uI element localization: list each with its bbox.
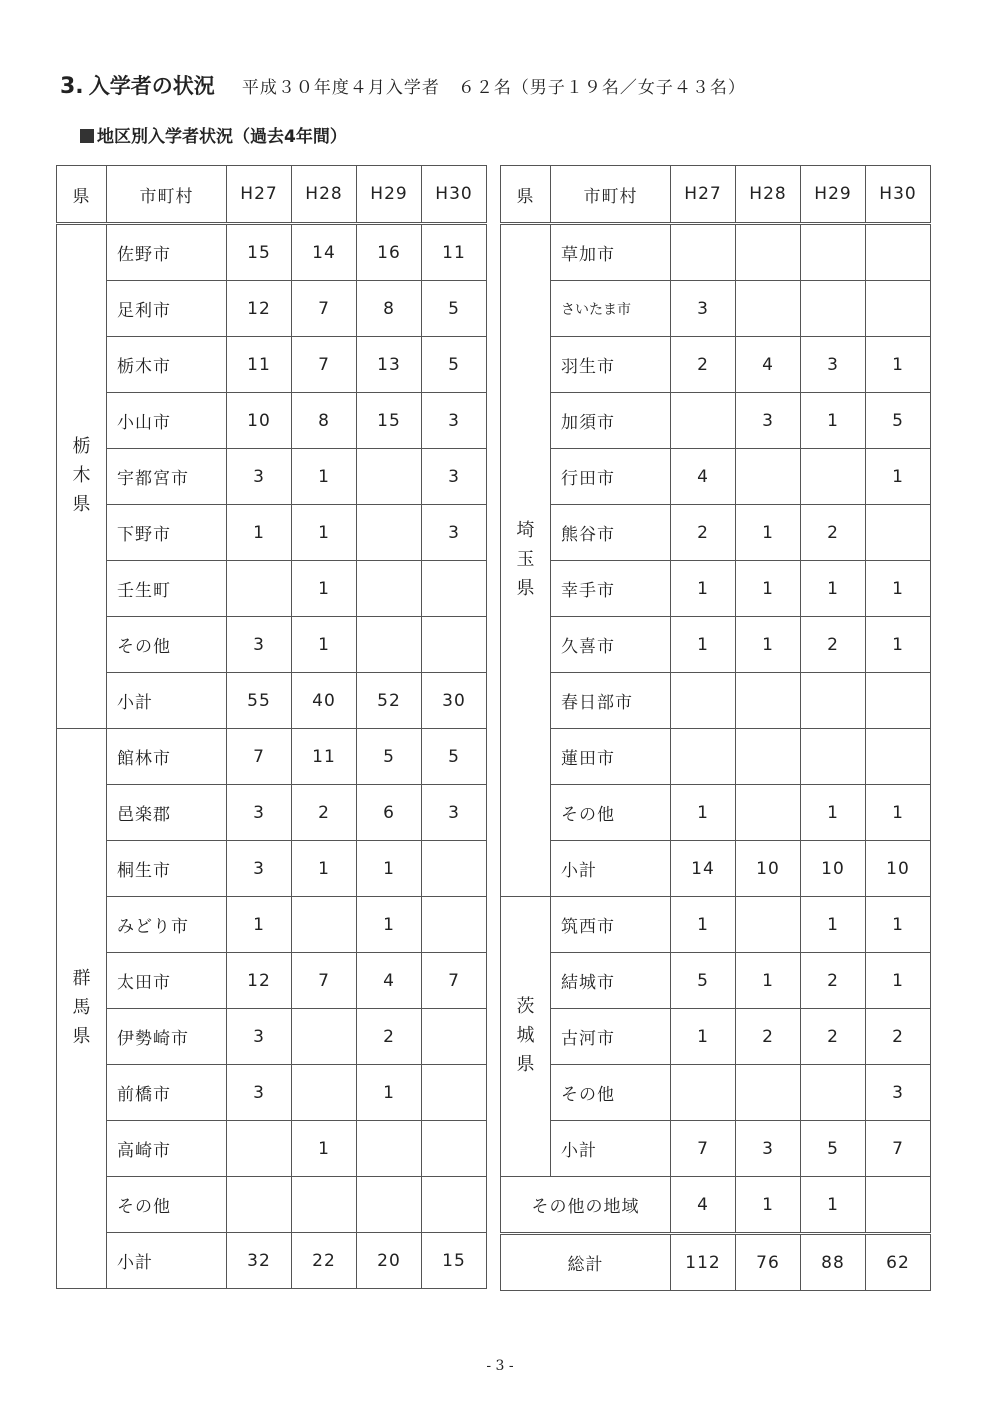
count-cell-h27 (227, 561, 292, 617)
count-cell-h29 (801, 224, 866, 281)
count-cell-h28: 1 (736, 953, 801, 1009)
page-number: - 3 - (486, 1358, 514, 1374)
count-cell-h29: 2 (801, 1009, 866, 1065)
count-cell-h30: 1 (866, 897, 931, 953)
count-cell-h29: 2 (801, 505, 866, 561)
table-row (501, 1065, 931, 1121)
count-cell-h30: 5 (422, 729, 487, 785)
count-cell-h30: 11 (422, 224, 487, 281)
count-cell-h29: 2 (801, 953, 866, 1009)
header-h29: H29 (801, 166, 866, 224)
count-cell-h29 (801, 449, 866, 505)
count-cell-h28 (736, 1065, 801, 1121)
count-cell-h27: 5 (671, 953, 736, 1009)
count-cell-h29: 20 (357, 1233, 422, 1289)
city-cell: 蓮田市 (551, 729, 671, 785)
count-cell-h28: 1 (736, 617, 801, 673)
count-cell-h28: 8 (292, 393, 357, 449)
count-cell-h30: 3 (422, 505, 487, 561)
header-h27: H27 (671, 166, 736, 224)
count-cell-h29: 88 (801, 1234, 866, 1291)
count-cell-h27: 10 (227, 393, 292, 449)
header-city: 市町村 (107, 166, 227, 224)
count-cell-h29: 1 (801, 1177, 866, 1234)
city-cell: 太田市 (107, 953, 227, 1009)
count-cell-h30 (866, 673, 931, 729)
city-cell: 久喜市 (551, 617, 671, 673)
count-cell-h28: 1 (292, 617, 357, 673)
table-row (57, 337, 487, 393)
count-cell-h27: 3 (227, 841, 292, 897)
count-cell-h27: 1 (671, 1009, 736, 1065)
count-cell-h28: 7 (292, 337, 357, 393)
city-cell: 草加市 (551, 224, 671, 281)
city-cell: 小計 (107, 1233, 227, 1289)
table-row (57, 393, 487, 449)
count-cell-h30: 1 (866, 953, 931, 1009)
count-cell-h28: 22 (292, 1233, 357, 1289)
count-cell-h27 (671, 673, 736, 729)
count-cell-h28: 1 (736, 1177, 801, 1234)
count-cell-h29: 5 (357, 729, 422, 785)
table-row (501, 953, 931, 1009)
city-cell: 筑西市 (551, 897, 671, 953)
count-cell-h29 (357, 617, 422, 673)
table-row (57, 673, 487, 729)
count-cell-h27 (227, 1177, 292, 1233)
section-title: 入学者の状況 (88, 74, 215, 98)
count-cell-h27: 3 (227, 1009, 292, 1065)
city-cell: 幸手市 (551, 561, 671, 617)
table-row (501, 561, 931, 617)
section-heading (60, 70, 746, 100)
count-cell-h27: 1 (671, 561, 736, 617)
count-cell-h27: 2 (671, 337, 736, 393)
table-row (57, 1065, 487, 1121)
count-cell-h27: 7 (227, 729, 292, 785)
count-cell-h30: 1 (866, 561, 931, 617)
table-row (501, 729, 931, 785)
count-cell-h30 (866, 729, 931, 785)
table-row (501, 224, 931, 281)
count-cell-h27 (671, 1065, 736, 1121)
city-cell: 高崎市 (107, 1121, 227, 1177)
count-cell-h30: 5 (422, 337, 487, 393)
count-cell-h29 (801, 729, 866, 785)
count-cell-h27: 14 (671, 841, 736, 897)
prefecture-name: 群馬県 (72, 968, 91, 1047)
count-cell-h30 (422, 841, 487, 897)
city-cell: 古河市 (551, 1009, 671, 1065)
count-cell-h30 (866, 281, 931, 337)
count-cell-h30 (422, 1177, 487, 1233)
count-cell-h28 (736, 449, 801, 505)
city-cell: 足利市 (107, 281, 227, 337)
table-caption (80, 122, 347, 147)
city-cell: 羽生市 (551, 337, 671, 393)
count-cell-h27: 3 (227, 1065, 292, 1121)
table-row (501, 841, 931, 897)
city-cell: みどり市 (107, 897, 227, 953)
count-cell-h29: 10 (801, 841, 866, 897)
count-cell-h28 (736, 897, 801, 953)
table-row (57, 785, 487, 841)
count-cell-h28 (736, 224, 801, 281)
table-row (501, 785, 931, 841)
city-cell: 栃木市 (107, 337, 227, 393)
count-cell-h28 (736, 281, 801, 337)
count-cell-h30 (866, 1177, 931, 1234)
count-cell-h28: 1 (292, 561, 357, 617)
count-cell-h30: 10 (866, 841, 931, 897)
count-cell-h27: 32 (227, 1233, 292, 1289)
count-cell-h29 (357, 449, 422, 505)
count-cell-h27: 1 (671, 897, 736, 953)
count-cell-h29 (801, 281, 866, 337)
city-cell: 伊勢崎市 (107, 1009, 227, 1065)
table-row (57, 1233, 487, 1289)
city-cell: 下野市 (107, 505, 227, 561)
section-number: 3. (60, 74, 84, 99)
count-cell-h30: 5 (866, 393, 931, 449)
count-cell-h28 (292, 1009, 357, 1065)
header-h28: H28 (736, 166, 801, 224)
enrollment-summary: 平成３０年度４月入学者 ６２名（男子１９名／女子４３名） (241, 78, 746, 98)
count-cell-h27: 1 (227, 897, 292, 953)
count-cell-h27: 15 (227, 224, 292, 281)
grand-total-row-label: 総計 (501, 1234, 671, 1291)
city-cell: 前橋市 (107, 1065, 227, 1121)
table-row (57, 561, 487, 617)
count-cell-h30: 3 (422, 449, 487, 505)
count-cell-h29: 8 (357, 281, 422, 337)
table-row (57, 1121, 487, 1177)
count-cell-h29: 1 (357, 841, 422, 897)
count-cell-h28 (736, 785, 801, 841)
city-cell: 春日部市 (551, 673, 671, 729)
header-row (501, 166, 931, 224)
header-prefecture: 県 (501, 166, 551, 224)
count-cell-h27: 3 (671, 281, 736, 337)
city-cell: 佐野市 (107, 224, 227, 281)
table-row (501, 1121, 931, 1177)
city-cell: 小計 (551, 1121, 671, 1177)
count-cell-h30: 3 (866, 1065, 931, 1121)
count-cell-h29: 1 (801, 897, 866, 953)
table-row (501, 449, 931, 505)
header-h30: H30 (866, 166, 931, 224)
count-cell-h30: 15 (422, 1233, 487, 1289)
table-row (501, 617, 931, 673)
table-row (501, 505, 931, 561)
count-cell-h30 (422, 1065, 487, 1121)
count-cell-h27: 4 (671, 449, 736, 505)
count-cell-h28: 14 (292, 224, 357, 281)
count-cell-h29: 52 (357, 673, 422, 729)
prefecture-cell (501, 897, 551, 1177)
count-cell-h27: 12 (227, 281, 292, 337)
city-cell: さいたま市 (551, 281, 671, 337)
count-cell-h29 (801, 1065, 866, 1121)
count-cell-h27: 2 (671, 505, 736, 561)
city-cell: 熊谷市 (551, 505, 671, 561)
count-cell-h27 (671, 729, 736, 785)
count-cell-h28 (736, 729, 801, 785)
city-cell: その他 (551, 785, 671, 841)
count-cell-h27: 1 (671, 617, 736, 673)
header-prefecture: 県 (57, 166, 107, 224)
count-cell-h30 (422, 617, 487, 673)
table-row (57, 224, 487, 281)
count-cell-h27: 55 (227, 673, 292, 729)
city-cell: 結城市 (551, 953, 671, 1009)
city-cell: その他 (551, 1065, 671, 1121)
count-cell-h29: 6 (357, 785, 422, 841)
table-row (57, 617, 487, 673)
count-cell-h30: 1 (866, 617, 931, 673)
enrollment-table-right (500, 165, 931, 1291)
count-cell-h29: 1 (801, 561, 866, 617)
count-cell-h28: 7 (292, 281, 357, 337)
count-cell-h28: 2 (736, 1009, 801, 1065)
count-cell-h30 (422, 1009, 487, 1065)
city-cell: 小計 (551, 841, 671, 897)
count-cell-h30: 2 (866, 1009, 931, 1065)
prefecture-cell (501, 224, 551, 897)
count-cell-h30 (422, 561, 487, 617)
count-cell-h30 (422, 1121, 487, 1177)
count-cell-h27: 1 (227, 505, 292, 561)
count-cell-h27: 3 (227, 617, 292, 673)
count-cell-h30 (866, 224, 931, 281)
header-h28: H28 (292, 166, 357, 224)
header-city: 市町村 (551, 166, 671, 224)
city-cell: その他 (107, 1177, 227, 1233)
count-cell-h27: 3 (227, 785, 292, 841)
count-cell-h30: 5 (422, 281, 487, 337)
table-row (57, 897, 487, 953)
count-cell-h28: 76 (736, 1234, 801, 1291)
count-cell-h29 (357, 505, 422, 561)
count-cell-h28: 7 (292, 953, 357, 1009)
city-cell: 小計 (107, 673, 227, 729)
right-table-body (501, 224, 931, 1291)
header-row (57, 166, 487, 224)
count-cell-h28: 11 (292, 729, 357, 785)
count-cell-h27 (671, 224, 736, 281)
count-cell-h29: 1 (801, 393, 866, 449)
count-cell-h30: 62 (866, 1234, 931, 1291)
count-cell-h30: 1 (866, 337, 931, 393)
count-cell-h29: 3 (801, 337, 866, 393)
header-h30: H30 (422, 166, 487, 224)
table-row (57, 449, 487, 505)
count-cell-h27 (227, 1121, 292, 1177)
city-cell: 邑楽郡 (107, 785, 227, 841)
left-table-body (57, 224, 487, 1289)
count-cell-h28 (292, 1177, 357, 1233)
count-cell-h27: 112 (671, 1234, 736, 1291)
table-row (57, 1009, 487, 1065)
other-region-row (501, 1177, 931, 1234)
count-cell-h29: 15 (357, 393, 422, 449)
city-cell: 小山市 (107, 393, 227, 449)
prefecture-cell (57, 729, 107, 1289)
enrollment-table-left (56, 165, 487, 1289)
count-cell-h29: 2 (801, 617, 866, 673)
count-cell-h28: 3 (736, 393, 801, 449)
count-cell-h29: 4 (357, 953, 422, 1009)
count-cell-h28: 40 (292, 673, 357, 729)
city-cell: 行田市 (551, 449, 671, 505)
count-cell-h30: 1 (866, 449, 931, 505)
header-h29: H29 (357, 166, 422, 224)
table-row (501, 281, 931, 337)
table-row (57, 729, 487, 785)
count-cell-h27 (671, 393, 736, 449)
table-row (57, 841, 487, 897)
other-region-row-label: その他の地域 (501, 1177, 671, 1234)
count-cell-h30: 30 (422, 673, 487, 729)
count-cell-h28: 1 (292, 505, 357, 561)
table-row (57, 1177, 487, 1233)
prefecture-name: 栃木県 (72, 436, 91, 515)
count-cell-h28 (292, 897, 357, 953)
table-row (501, 673, 931, 729)
city-cell: 桐生市 (107, 841, 227, 897)
count-cell-h29: 1 (357, 1065, 422, 1121)
count-cell-h27: 4 (671, 1177, 736, 1234)
city-cell: 宇都宮市 (107, 449, 227, 505)
city-cell: その他 (107, 617, 227, 673)
city-cell: 館林市 (107, 729, 227, 785)
count-cell-h29: 2 (357, 1009, 422, 1065)
table-caption-text: 地区別入学者状況（過去4年間） (97, 127, 347, 147)
count-cell-h28: 4 (736, 337, 801, 393)
count-cell-h27: 12 (227, 953, 292, 1009)
table-row (501, 897, 931, 953)
count-cell-h30 (866, 505, 931, 561)
header-h27: H27 (227, 166, 292, 224)
count-cell-h30: 1 (866, 785, 931, 841)
table-row (501, 1009, 931, 1065)
count-cell-h28: 1 (292, 841, 357, 897)
count-cell-h29 (357, 1121, 422, 1177)
prefecture-name: 茨城県 (516, 996, 535, 1075)
count-cell-h28: 1 (736, 505, 801, 561)
grand-total-row (501, 1234, 931, 1291)
table-row (501, 393, 931, 449)
prefecture-cell (57, 224, 107, 729)
count-cell-h28 (292, 1065, 357, 1121)
count-cell-h29 (801, 673, 866, 729)
count-cell-h29: 16 (357, 224, 422, 281)
city-cell: 壬生町 (107, 561, 227, 617)
count-cell-h28 (736, 673, 801, 729)
count-cell-h27: 7 (671, 1121, 736, 1177)
count-cell-h29: 5 (801, 1121, 866, 1177)
count-cell-h29: 1 (801, 785, 866, 841)
count-cell-h28: 1 (736, 561, 801, 617)
table-row (57, 281, 487, 337)
count-cell-h30: 3 (422, 393, 487, 449)
count-cell-h29 (357, 1177, 422, 1233)
count-cell-h30: 7 (866, 1121, 931, 1177)
count-cell-h29: 1 (357, 897, 422, 953)
count-cell-h28: 1 (292, 449, 357, 505)
table-row (57, 953, 487, 1009)
count-cell-h30 (422, 897, 487, 953)
city-cell: 加須市 (551, 393, 671, 449)
count-cell-h28: 10 (736, 841, 801, 897)
count-cell-h27: 1 (671, 785, 736, 841)
count-cell-h28: 1 (292, 1121, 357, 1177)
table-row (57, 505, 487, 561)
count-cell-h29: 13 (357, 337, 422, 393)
count-cell-h30: 3 (422, 785, 487, 841)
count-cell-h29 (357, 561, 422, 617)
square-bullet-icon (80, 129, 94, 143)
prefecture-name: 埼玉県 (516, 520, 535, 599)
count-cell-h28: 2 (292, 785, 357, 841)
count-cell-h27: 3 (227, 449, 292, 505)
count-cell-h28: 3 (736, 1121, 801, 1177)
count-cell-h27: 11 (227, 337, 292, 393)
count-cell-h30: 7 (422, 953, 487, 1009)
table-row (501, 337, 931, 393)
